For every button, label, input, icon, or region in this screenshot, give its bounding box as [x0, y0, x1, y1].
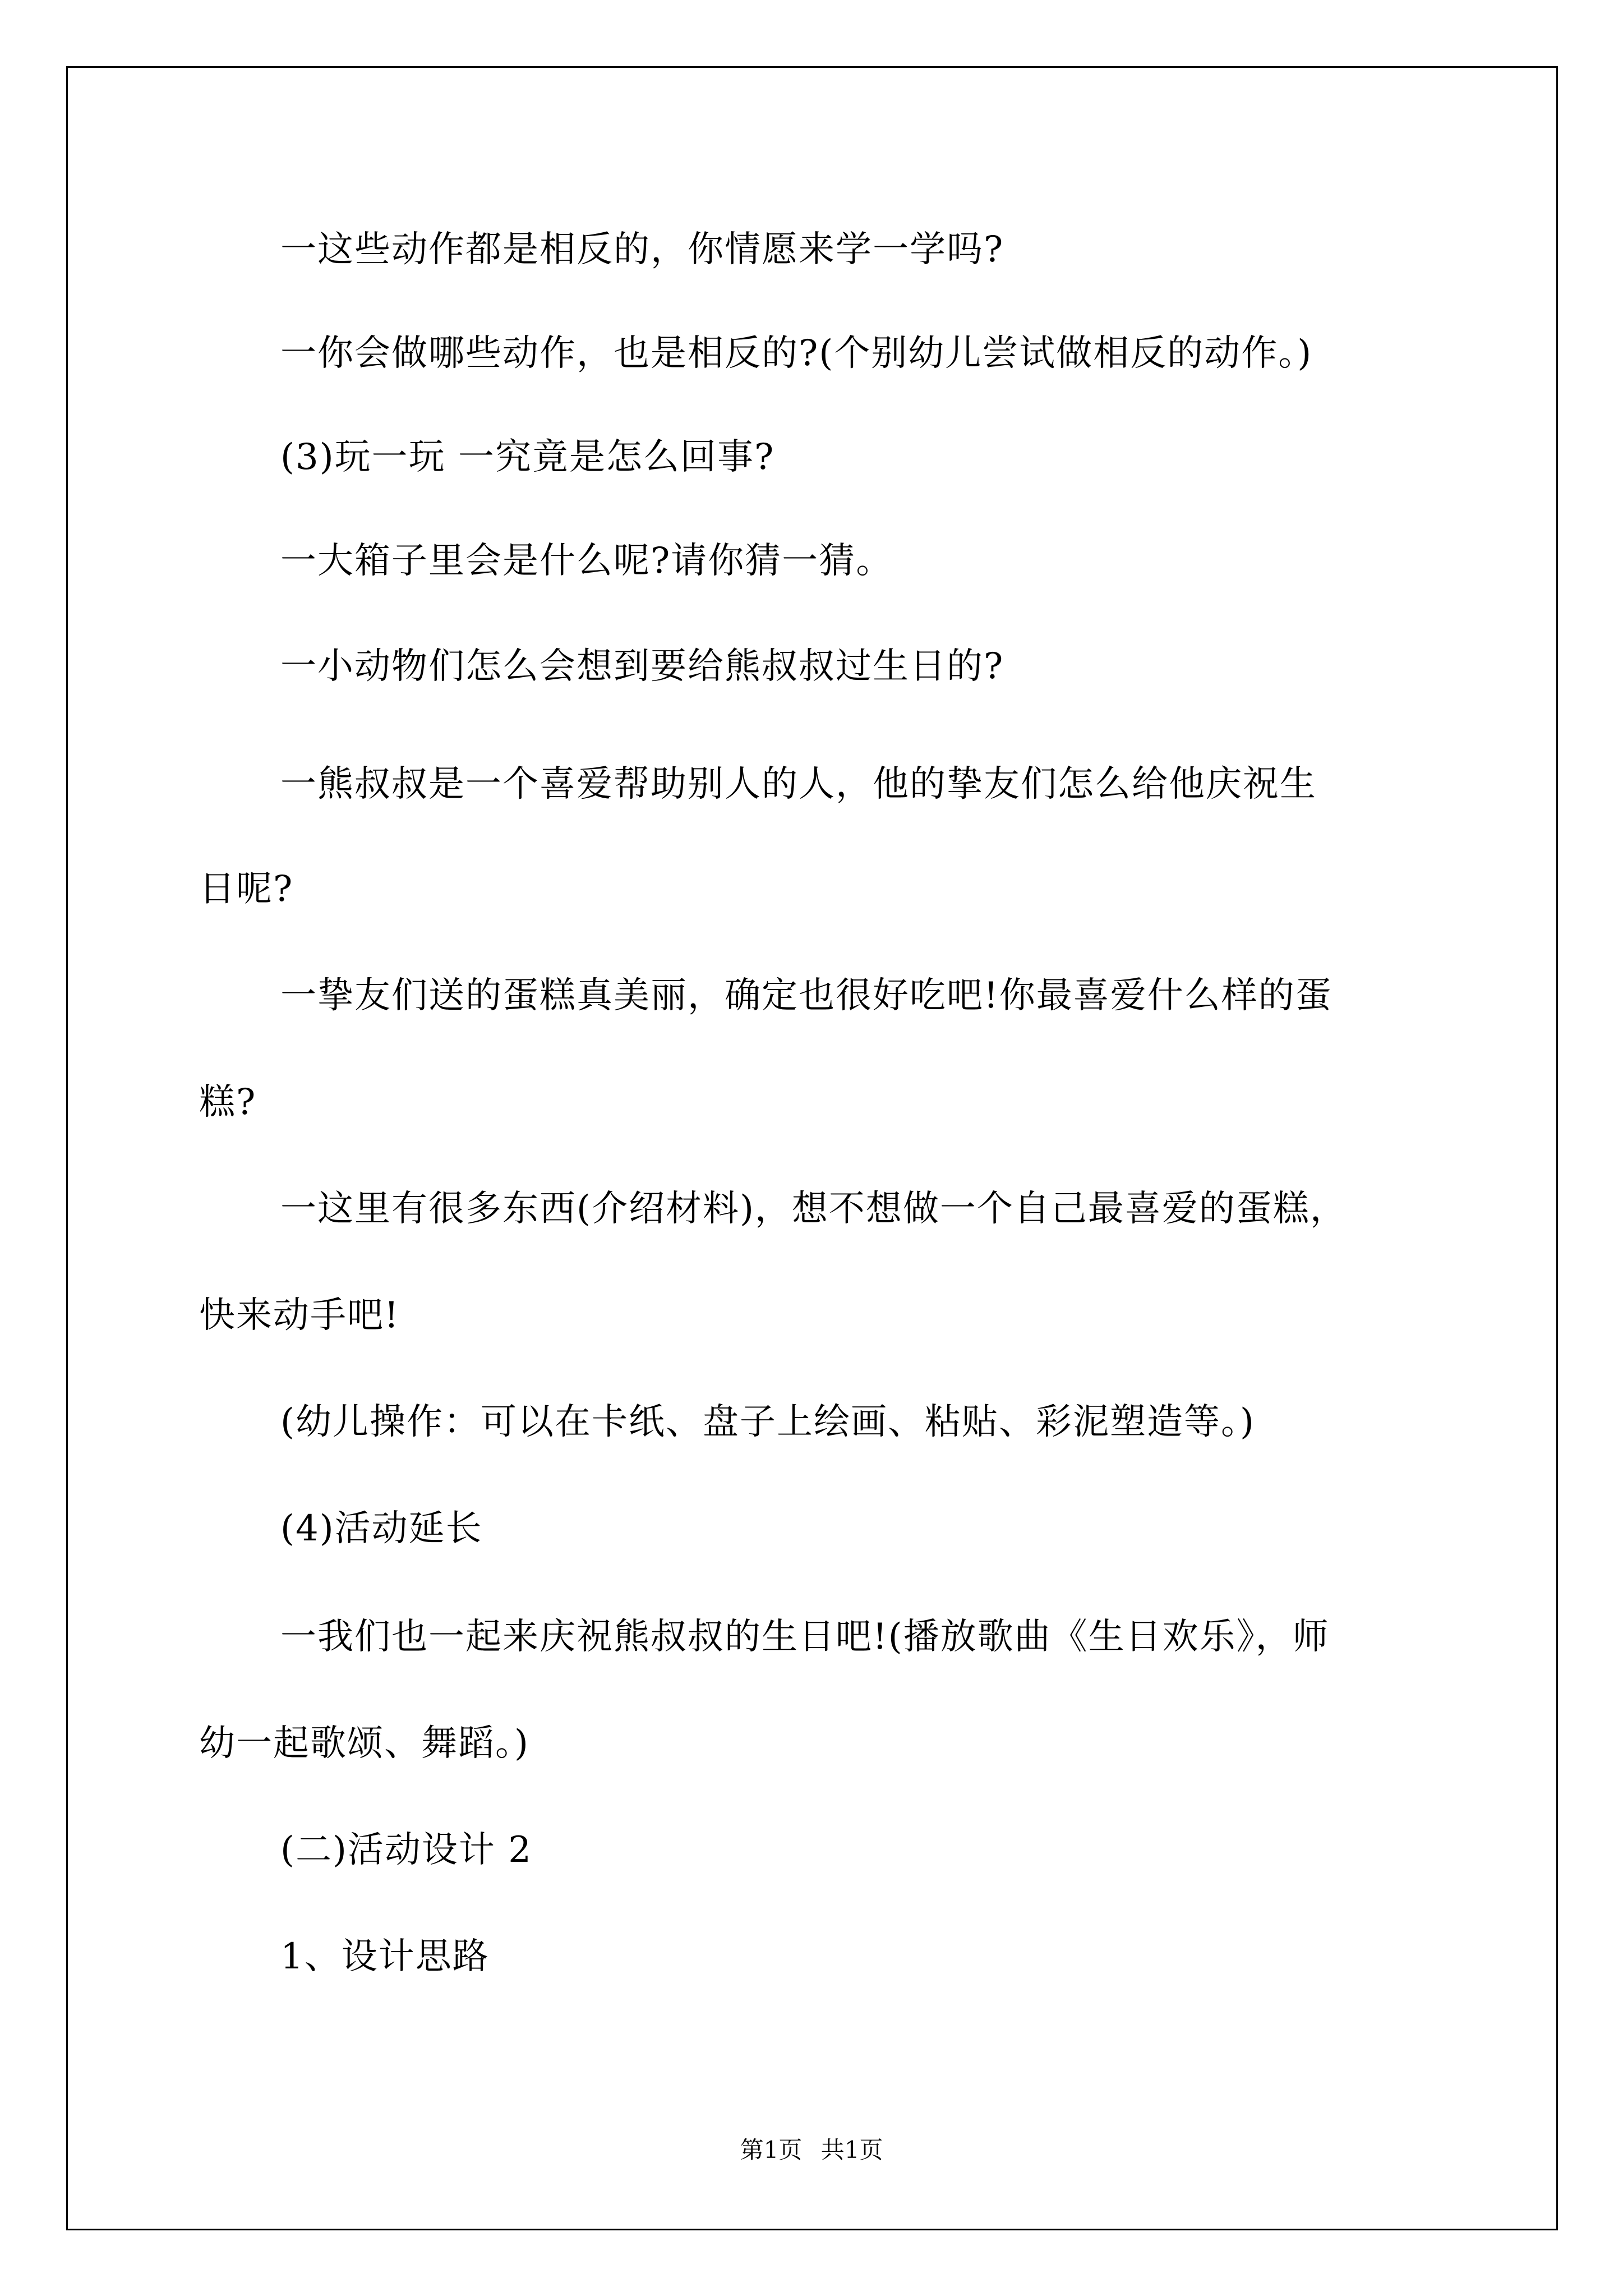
text-line: (4)活动延长 — [280, 1508, 483, 1549]
text-line: 一熊叔叔是一个喜爱帮助别人的人，他的挚友们怎么给他庆祝生 — [280, 763, 1317, 805]
text-line: 快来动手吧! — [199, 1295, 400, 1336]
text-line: (3)玩一玩 一究竟是怎么回事? — [280, 436, 775, 478]
text-line: 1、设计思路 — [280, 1936, 490, 1977]
text-line: 一你会做哪些动作，也是相反的?(个别幼儿尝试做相反的动作。) — [280, 333, 1313, 374]
text-line: 一这里有很多东西(介绍材料)，想不想做一个自己最喜爱的蛋糕， — [280, 1188, 1347, 1230]
text-line: 一大箱子里会是什么呢?请你猜一猜。 — [280, 540, 893, 582]
text-line: 幼一起歌颂、舞蹈。) — [199, 1723, 529, 1764]
text-line: (幼儿操作：可以在卡纸、盘子上绘画、粘贴、彩泥塑造等。) — [280, 1401, 1255, 1443]
text-line: 一小动物们怎么会想到要给熊叔叔过生日的? — [280, 646, 1004, 687]
page-footer — [0, 2134, 1623, 2166]
text-line: 糕? — [199, 1082, 257, 1123]
text-line: 一这些动作都是相反的，你情愿来学一学吗? — [280, 229, 1004, 270]
text-line: (二)活动设计 2 — [280, 1829, 532, 1871]
text-line: 一挚友们送的蛋糕真美丽，确定也很好吃吧!你最喜爱什么样的蛋 — [280, 975, 1332, 1016]
page-number-total: 共1页 — [820, 2136, 883, 2164]
text-line: 一我们也一起来庆祝熊叔叔的生日吧!(播放歌曲《生日欢乐》，师 — [280, 1616, 1330, 1658]
page-border — [66, 66, 1558, 2230]
text-line: 日呢? — [199, 868, 294, 910]
page-number-current: 第1页 — [740, 2136, 803, 2164]
